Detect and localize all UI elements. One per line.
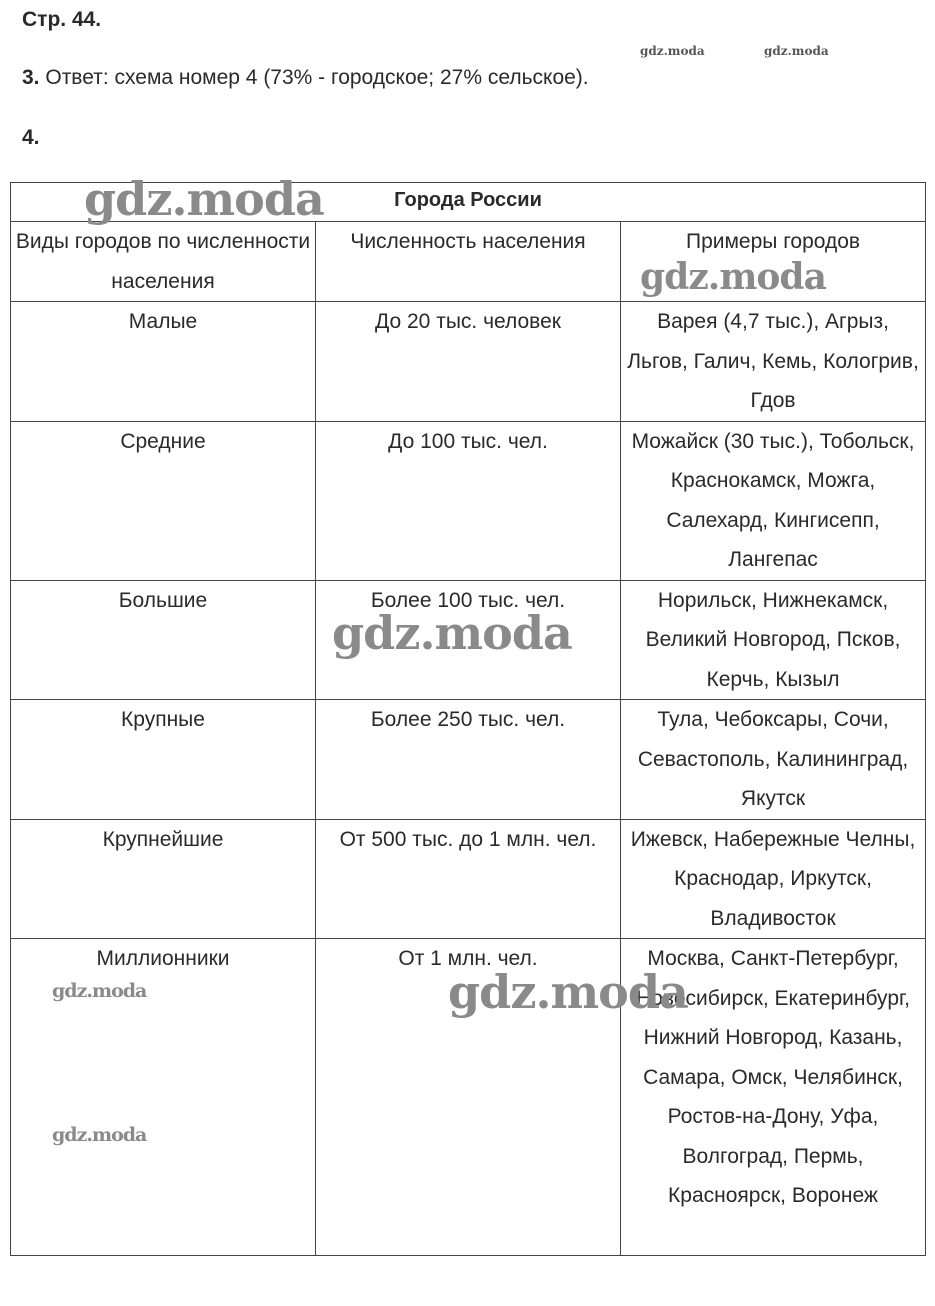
- task-3-answer: [22, 66, 589, 90]
- task-3-number: 3.: [22, 66, 40, 89]
- column-header-examples: Примеры городов: [621, 222, 926, 302]
- table-row: [11, 580, 926, 700]
- column-header-type: Виды городов по численности населения: [11, 222, 316, 302]
- russian-cities-table: [10, 182, 926, 1256]
- page-heading: Стр. 44.: [22, 8, 102, 31]
- city-type-cell: Крупнейшие: [11, 819, 316, 939]
- table-row: [11, 700, 926, 820]
- watermark: gdz.moda: [640, 256, 826, 298]
- examples-cell: Норильск, Нижнекамск, Великий Новгород, Псков, Керчь, Кызыл: [621, 580, 926, 700]
- city-type-cell: Средние: [11, 421, 316, 580]
- watermark: gdz.moda: [448, 965, 688, 1019]
- task-4-number: 4.: [22, 126, 40, 149]
- watermark: gdz.moda: [764, 44, 829, 58]
- examples-cell: Ижевск, Набережные Челны, Краснодар, Иркутск, Владивосток: [621, 819, 926, 939]
- city-type-cell: Миллионники: [11, 939, 316, 1256]
- table-title: Города России: [11, 183, 926, 222]
- table-row: [11, 302, 926, 422]
- city-type-cell: Крупные: [11, 700, 316, 820]
- table-row: [11, 421, 926, 580]
- examples-cell: Москва, Санкт-Петербург, Новосибирск, Екатеринбург, Нижний Новгород, Казань, Самара, Омск, Челябинск, Ростов-на-Дону, Уфа, Волгоград, Пермь, Красноярск, Воронеж: [621, 939, 926, 1256]
- table-row: [11, 939, 926, 1256]
- population-cell: Более 250 тыс. чел.: [316, 700, 621, 820]
- examples-cell: Тула, Чебоксары, Сочи, Севастополь, Калининград, Якутск: [621, 700, 926, 820]
- watermark: gdz.moda: [332, 606, 572, 660]
- table-row: [11, 819, 926, 939]
- watermark: gdz.moda: [84, 172, 324, 226]
- population-cell: До 100 тыс. чел.: [316, 421, 621, 580]
- population-cell: От 500 тыс. до 1 млн. чел.: [316, 819, 621, 939]
- population-cell: От 1 млн. чел.: [316, 939, 621, 1256]
- examples-cell: Варея (4,7 тыс.), Агрыз, Льгов, Галич, Кемь, Кологрив, Гдов: [621, 302, 926, 422]
- task-3-text: Ответ: схема номер 4 (73% - городское; 27% сельское).: [45, 66, 589, 89]
- watermark: gdz.moda: [640, 44, 705, 58]
- column-header-population: Численность населения: [316, 222, 621, 302]
- watermark: gdz.moda: [52, 980, 147, 1002]
- city-type-cell: Большие: [11, 580, 316, 700]
- population-cell: Более 100 тыс. чел.: [316, 580, 621, 700]
- examples-cell: Можайск (30 тыс.), Тобольск, Краснокамск, Можга, Салехард, Кингисепп, Лангепас: [621, 421, 926, 580]
- watermark: gdz.moda: [52, 1124, 147, 1146]
- city-type-cell: Малые: [11, 302, 316, 422]
- table-header-row: [11, 222, 926, 302]
- population-cell: До 20 тыс. человек: [316, 302, 621, 422]
